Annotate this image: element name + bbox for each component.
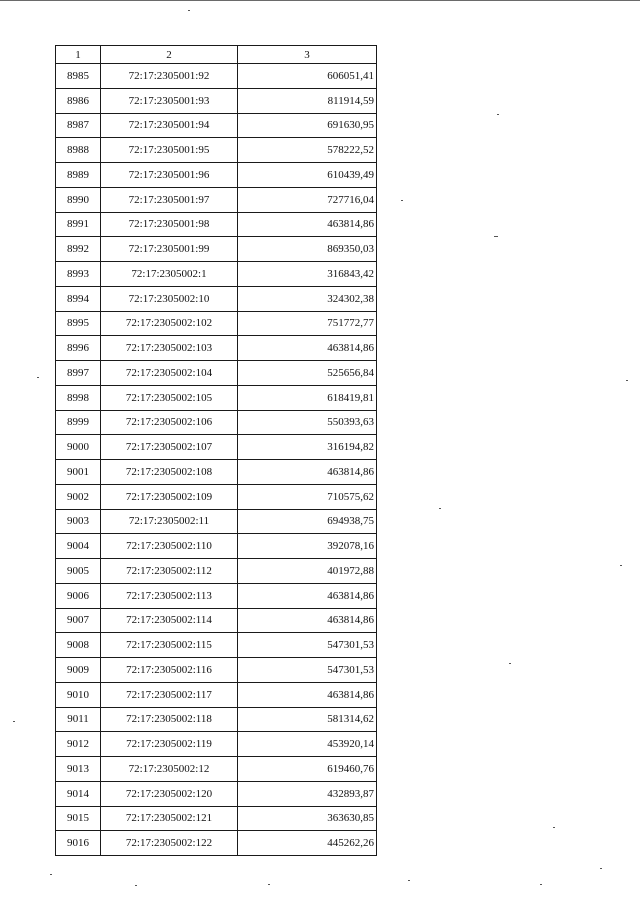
cadastral-value-cell: 445262,26 [238, 831, 377, 856]
row-number-cell: 9006 [56, 583, 101, 608]
cadastral-number-cell: 72:17:2305002:103 [101, 336, 238, 361]
table-row [56, 237, 377, 262]
cadastral-number-cell: 72:17:2305001:99 [101, 237, 238, 262]
scan-speck [37, 377, 39, 378]
cadastral-number-cell: 72:17:2305001:97 [101, 187, 238, 212]
scan-speck [540, 884, 542, 885]
table-row [56, 113, 377, 138]
row-number-cell: 8991 [56, 212, 101, 237]
table-row [56, 460, 377, 485]
cadastral-number-cell: 72:17:2305002:102 [101, 311, 238, 336]
cadastral-value-cell: 727716,04 [238, 187, 377, 212]
cadastral-number-cell: 72:17:2305002:12 [101, 757, 238, 782]
cadastral-value-cell: 694938,75 [238, 509, 377, 534]
row-number-cell: 9007 [56, 608, 101, 633]
table-row [56, 435, 377, 460]
scan-speck [497, 114, 499, 115]
row-number-cell: 8996 [56, 336, 101, 361]
cadastral-number-cell: 72:17:2305002:122 [101, 831, 238, 856]
table-row [56, 732, 377, 757]
cadastral-number-cell: 72:17:2305002:114 [101, 608, 238, 633]
table-row [56, 163, 377, 188]
cadastral-number-cell: 72:17:2305002:112 [101, 559, 238, 584]
cadastral-value-cell: 710575,62 [238, 484, 377, 509]
cadastral-value-cell: 581314,62 [238, 707, 377, 732]
scan-speck [439, 508, 441, 509]
cadastral-value-cell: 610439,49 [238, 163, 377, 188]
row-number-cell: 8995 [56, 311, 101, 336]
cadastral-value-cell: 463814,86 [238, 608, 377, 633]
table-row [56, 187, 377, 212]
cadastral-number-cell: 72:17:2305002:120 [101, 781, 238, 806]
cadastral-value-cell: 316843,42 [238, 262, 377, 287]
cadastral-value-cell: 463814,86 [238, 682, 377, 707]
table-row [56, 212, 377, 237]
cadastral-number-cell: 72:17:2305002:119 [101, 732, 238, 757]
cadastral-value-cell: 547301,53 [238, 658, 377, 683]
cadastral-number-cell: 72:17:2305002:104 [101, 361, 238, 386]
cadastral-value-table [55, 45, 377, 856]
row-number-cell: 9014 [56, 781, 101, 806]
row-number-cell: 8993 [56, 262, 101, 287]
cadastral-value-cell: 869350,03 [238, 237, 377, 262]
table-row [56, 781, 377, 806]
table-row [56, 336, 377, 361]
row-number-cell: 8999 [56, 410, 101, 435]
column-header-3: 3 [238, 46, 377, 64]
row-number-cell: 8989 [56, 163, 101, 188]
cadastral-value-cell: 363630,85 [238, 806, 377, 831]
cadastral-value-cell: 453920,14 [238, 732, 377, 757]
table-row [56, 509, 377, 534]
row-number-cell: 9011 [56, 707, 101, 732]
cadastral-value-cell: 463814,86 [238, 583, 377, 608]
scan-speck [13, 721, 15, 722]
cadastral-value-cell: 401972,88 [238, 559, 377, 584]
cadastral-number-cell: 72:17:2305002:115 [101, 633, 238, 658]
table-row [56, 410, 377, 435]
row-number-cell: 9013 [56, 757, 101, 782]
table-row [56, 806, 377, 831]
cadastral-number-cell: 72:17:2305002:121 [101, 806, 238, 831]
table-row [56, 831, 377, 856]
cadastral-number-cell: 72:17:2305002:118 [101, 707, 238, 732]
cadastral-value-cell: 324302,38 [238, 286, 377, 311]
table-row [56, 583, 377, 608]
row-number-cell: 8988 [56, 138, 101, 163]
row-number-cell: 8994 [56, 286, 101, 311]
cadastral-number-cell: 72:17:2305002:113 [101, 583, 238, 608]
table-row [56, 286, 377, 311]
row-number-cell: 9003 [56, 509, 101, 534]
row-number-cell: 8986 [56, 88, 101, 113]
cadastral-number-cell: 72:17:2305002:10 [101, 286, 238, 311]
cadastral-number-cell: 72:17:2305002:105 [101, 385, 238, 410]
cadastral-value-cell: 392078,16 [238, 534, 377, 559]
cadastral-value-cell: 618419,81 [238, 385, 377, 410]
cadastral-value-cell: 432893,87 [238, 781, 377, 806]
scan-speck [494, 236, 498, 237]
table-row [56, 311, 377, 336]
table-row [56, 64, 377, 89]
row-number-cell: 9005 [56, 559, 101, 584]
row-number-cell: 8997 [56, 361, 101, 386]
cadastral-number-cell: 72:17:2305001:96 [101, 163, 238, 188]
row-number-cell: 9012 [56, 732, 101, 757]
row-number-cell: 8985 [56, 64, 101, 89]
row-number-cell: 9000 [56, 435, 101, 460]
table-row [56, 608, 377, 633]
table-row [56, 262, 377, 287]
cadastral-number-cell: 72:17:2305002:106 [101, 410, 238, 435]
cadastral-number-cell: 72:17:2305001:95 [101, 138, 238, 163]
row-number-cell: 8987 [56, 113, 101, 138]
cadastral-value-cell: 525656,84 [238, 361, 377, 386]
cadastral-value-cell: 606051,41 [238, 64, 377, 89]
scan-speck [626, 380, 628, 381]
row-number-cell: 9008 [56, 633, 101, 658]
table-row [56, 534, 377, 559]
row-number-cell: 9015 [56, 806, 101, 831]
table-row [56, 88, 377, 113]
column-header-1: 1 [56, 46, 101, 64]
scan-speck [509, 663, 511, 664]
cadastral-number-cell: 72:17:2305001:93 [101, 88, 238, 113]
scan-speck [401, 200, 403, 201]
cadastral-number-cell: 72:17:2305002:117 [101, 682, 238, 707]
row-number-cell: 9002 [56, 484, 101, 509]
table-row [56, 559, 377, 584]
table-row [56, 361, 377, 386]
cadastral-value-cell: 547301,53 [238, 633, 377, 658]
row-number-cell: 9001 [56, 460, 101, 485]
cadastral-value-cell: 578222,52 [238, 138, 377, 163]
row-number-cell: 8990 [56, 187, 101, 212]
cadastral-value-cell: 463814,86 [238, 336, 377, 361]
cadastral-value-cell: 691630,95 [238, 113, 377, 138]
scan-speck [408, 880, 410, 881]
table-row [56, 484, 377, 509]
cadastral-value-cell: 619460,76 [238, 757, 377, 782]
cadastral-number-cell: 72:17:2305001:92 [101, 64, 238, 89]
table-row [56, 138, 377, 163]
scan-speck [268, 884, 270, 885]
cadastral-number-cell: 72:17:2305002:107 [101, 435, 238, 460]
scan-speck [600, 868, 602, 869]
page-top-edge [0, 0, 640, 1]
cadastral-value-cell: 316194,82 [238, 435, 377, 460]
row-number-cell: 9004 [56, 534, 101, 559]
scan-speck [50, 874, 52, 875]
cadastral-value-cell: 550393,63 [238, 410, 377, 435]
cadastral-value-cell: 463814,86 [238, 460, 377, 485]
cadastral-number-cell: 72:17:2305002:110 [101, 534, 238, 559]
cadastral-value-cell: 811914,59 [238, 88, 377, 113]
cadastral-value-cell: 751772,77 [238, 311, 377, 336]
table-row [56, 385, 377, 410]
scan-speck [553, 827, 555, 828]
cadastral-number-cell: 72:17:2305002:116 [101, 658, 238, 683]
header-row [56, 46, 377, 64]
row-number-cell: 9010 [56, 682, 101, 707]
scan-speck [188, 10, 190, 11]
row-number-cell: 9016 [56, 831, 101, 856]
cadastral-number-cell: 72:17:2305002:108 [101, 460, 238, 485]
cadastral-value-cell: 463814,86 [238, 212, 377, 237]
table-row [56, 682, 377, 707]
table-header [56, 46, 377, 64]
cadastral-number-cell: 72:17:2305002:11 [101, 509, 238, 534]
column-header-2: 2 [101, 46, 238, 64]
cadastral-number-cell: 72:17:2305001:98 [101, 212, 238, 237]
row-number-cell: 9009 [56, 658, 101, 683]
row-number-cell: 8998 [56, 385, 101, 410]
table-row [56, 658, 377, 683]
cadastral-number-cell: 72:17:2305002:1 [101, 262, 238, 287]
table-row [56, 633, 377, 658]
cadastral-number-cell: 72:17:2305001:94 [101, 113, 238, 138]
table-row [56, 757, 377, 782]
cadastral-number-cell: 72:17:2305002:109 [101, 484, 238, 509]
scan-speck [135, 885, 137, 886]
row-number-cell: 8992 [56, 237, 101, 262]
scan-speck [620, 565, 622, 566]
table-body [56, 64, 377, 856]
table-row [56, 707, 377, 732]
